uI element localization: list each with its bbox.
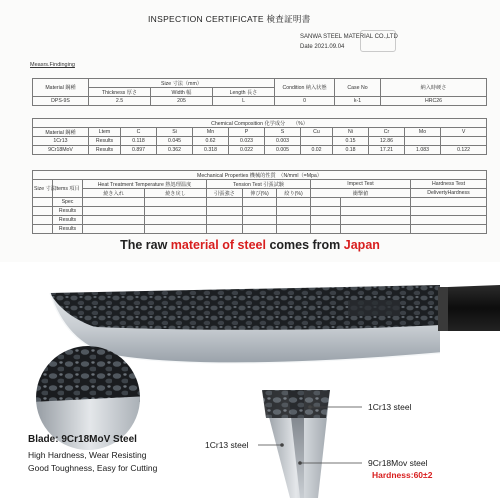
blade-feature-line: High Hardness, Wear Resisting (28, 450, 147, 460)
chemical-cell (301, 137, 333, 146)
label-1cr13-top: 1Cr13 steel (368, 402, 412, 412)
company-stamp (360, 30, 396, 52)
chemical-col-header: Ltem (89, 128, 121, 137)
size-table-cell: Thickness 厚さ (89, 88, 151, 97)
tagline-highlight: material of steel (170, 238, 266, 252)
size-table-cell: Condition 納入状態 (275, 79, 335, 97)
size-table (32, 78, 487, 106)
mechanical-table-title: Mechanical Properties 機械的性質 （N/mml（=Mpa） (33, 171, 487, 180)
chemical-col-header: S (265, 128, 301, 137)
chemical-cell: 0.362 (157, 146, 193, 155)
table-row (33, 207, 487, 216)
size-table-cell: k-1 (335, 97, 381, 106)
chemical-col-header: Mo (405, 128, 441, 137)
tagline-highlight: Japan (343, 238, 380, 252)
label-hardness: Hardness:60±2 (372, 470, 433, 480)
mechanical-col-header: Size 寸法 (33, 180, 53, 198)
chemical-cell: 17.21 (369, 146, 405, 155)
size-table-cell: 2.5 (89, 97, 151, 106)
mechanical-col-header: Items 項目 (53, 180, 83, 198)
mechanical-col-header: Hardness Test (411, 180, 487, 189)
mechanical-col-header: Impect Test (311, 180, 411, 189)
table-row (33, 225, 487, 234)
chemical-cell: Results (89, 137, 121, 146)
chemical-cell: 1.083 (405, 146, 441, 155)
pointer-dot (298, 461, 302, 465)
size-table-cell: 205 (151, 97, 213, 106)
chemical-col-header: Cu (301, 128, 333, 137)
mechanical-col-header: Tension Test 引張試験 (207, 180, 311, 189)
certificate-finding: Measrs.Findinging (30, 62, 75, 68)
label-9cr18mov: 9Cr18Mov steel (368, 458, 428, 468)
chemical-cell: 0.62 (193, 137, 229, 146)
certificate-company: SANWA STEEL MATERIAL CO.,LTD (300, 34, 398, 40)
blade-feature-line: Good Toughness, Easy for Cutting (28, 463, 158, 473)
mechanical-row-label: Results (53, 216, 83, 225)
certificate-title: INSPECTION CERTIFICATE 検査証明書 (148, 14, 311, 24)
mechanical-col-header: Heat Treatment Temperature 熱処理温度 (83, 180, 207, 189)
chemical-cell (405, 137, 441, 146)
chemical-cell (441, 137, 487, 146)
chemical-cell: 0.122 (441, 146, 487, 155)
chemical-col-header: Mn (193, 128, 229, 137)
chemical-cell: 0.003 (265, 137, 301, 146)
chemical-table (32, 118, 487, 155)
chemical-cell: 0.022 (229, 146, 265, 155)
size-table-cell: Length 長さ (213, 88, 275, 97)
chemical-table-title: Chemical Composition 化学成分 （%） (33, 119, 487, 128)
chemical-cell: 0.18 (333, 146, 369, 155)
chemical-cell: 0.318 (193, 146, 229, 155)
size-table-cell: Width 幅 (151, 88, 213, 97)
chemical-cell: 0.897 (121, 146, 157, 155)
size-table-cell: HRC26 (381, 97, 487, 106)
table-row (33, 198, 487, 207)
certificate-date: Date 2021.09.04 (300, 44, 345, 50)
mechanical-table (32, 170, 487, 234)
mechanical-sub-header: 焼き入れ (83, 189, 145, 198)
chemical-cell: 1Cr13 (33, 137, 89, 146)
chemical-col-header: Material 鋼種 (33, 128, 89, 137)
chemical-col-header: Si (157, 128, 193, 137)
chemical-cell: 0.023 (229, 137, 265, 146)
brand-logo (348, 300, 400, 316)
mechanical-row-label: Results (53, 207, 83, 216)
chemical-col-header: V (441, 128, 487, 137)
chemical-cell: 0.02 (301, 146, 333, 155)
chemical-cell: 12.86 (369, 137, 405, 146)
size-table-cell: DPS-9S (33, 97, 89, 106)
tagline-part: The raw (120, 238, 171, 252)
mechanical-sub-header: 引張強さ (207, 189, 243, 198)
size-table-cell: 納入時硬さ (381, 79, 487, 97)
mechanical-sub-header: 衝撃値 (311, 189, 411, 198)
chemical-cell: 9Cr18MoV (33, 146, 89, 155)
chemical-col-header: Cr (369, 128, 405, 137)
chemical-col-header: P (229, 128, 265, 137)
mechanical-sub-header: 焼き戻し (145, 189, 207, 198)
table-row (33, 137, 487, 146)
mechanical-sub-header: 絞り(%) (277, 189, 311, 198)
size-table-cell: 0 (275, 97, 335, 106)
chemical-cell: 0.005 (265, 146, 301, 155)
pointer-dot (308, 405, 312, 409)
chemical-col-header: C (121, 128, 157, 137)
chemical-cell: Results (89, 146, 121, 155)
chemical-col-header: Ni (333, 128, 369, 137)
pointer-dot (280, 443, 284, 447)
size-table-cell: L (213, 97, 275, 106)
tagline-part: comes from (265, 238, 344, 252)
blade-steel-title: Blade: 9Cr18MoV Steel (28, 434, 137, 445)
knife-handle (448, 285, 500, 331)
hammered-layer (262, 390, 330, 418)
chemical-cell: 0.118 (121, 137, 157, 146)
label-1cr13-left: 1Cr13 steel (205, 440, 249, 450)
mechanical-row-label: Spec (53, 198, 83, 207)
chemical-cell: 0.15 (333, 137, 369, 146)
tagline (0, 238, 500, 252)
mechanical-sub-header: 伸び(%) (243, 189, 277, 198)
size-table-cell: Size 寸法（mm） (89, 79, 275, 88)
size-table-cell: Material 鋼種 (33, 79, 89, 97)
size-table-cell: Case No (335, 79, 381, 97)
chemical-cell: 0.045 (157, 137, 193, 146)
mechanical-row-label: Results (53, 225, 83, 234)
table-row (33, 216, 487, 225)
mechanical-sub-header: DelivertyHardness (411, 189, 487, 198)
table-row (33, 146, 487, 155)
